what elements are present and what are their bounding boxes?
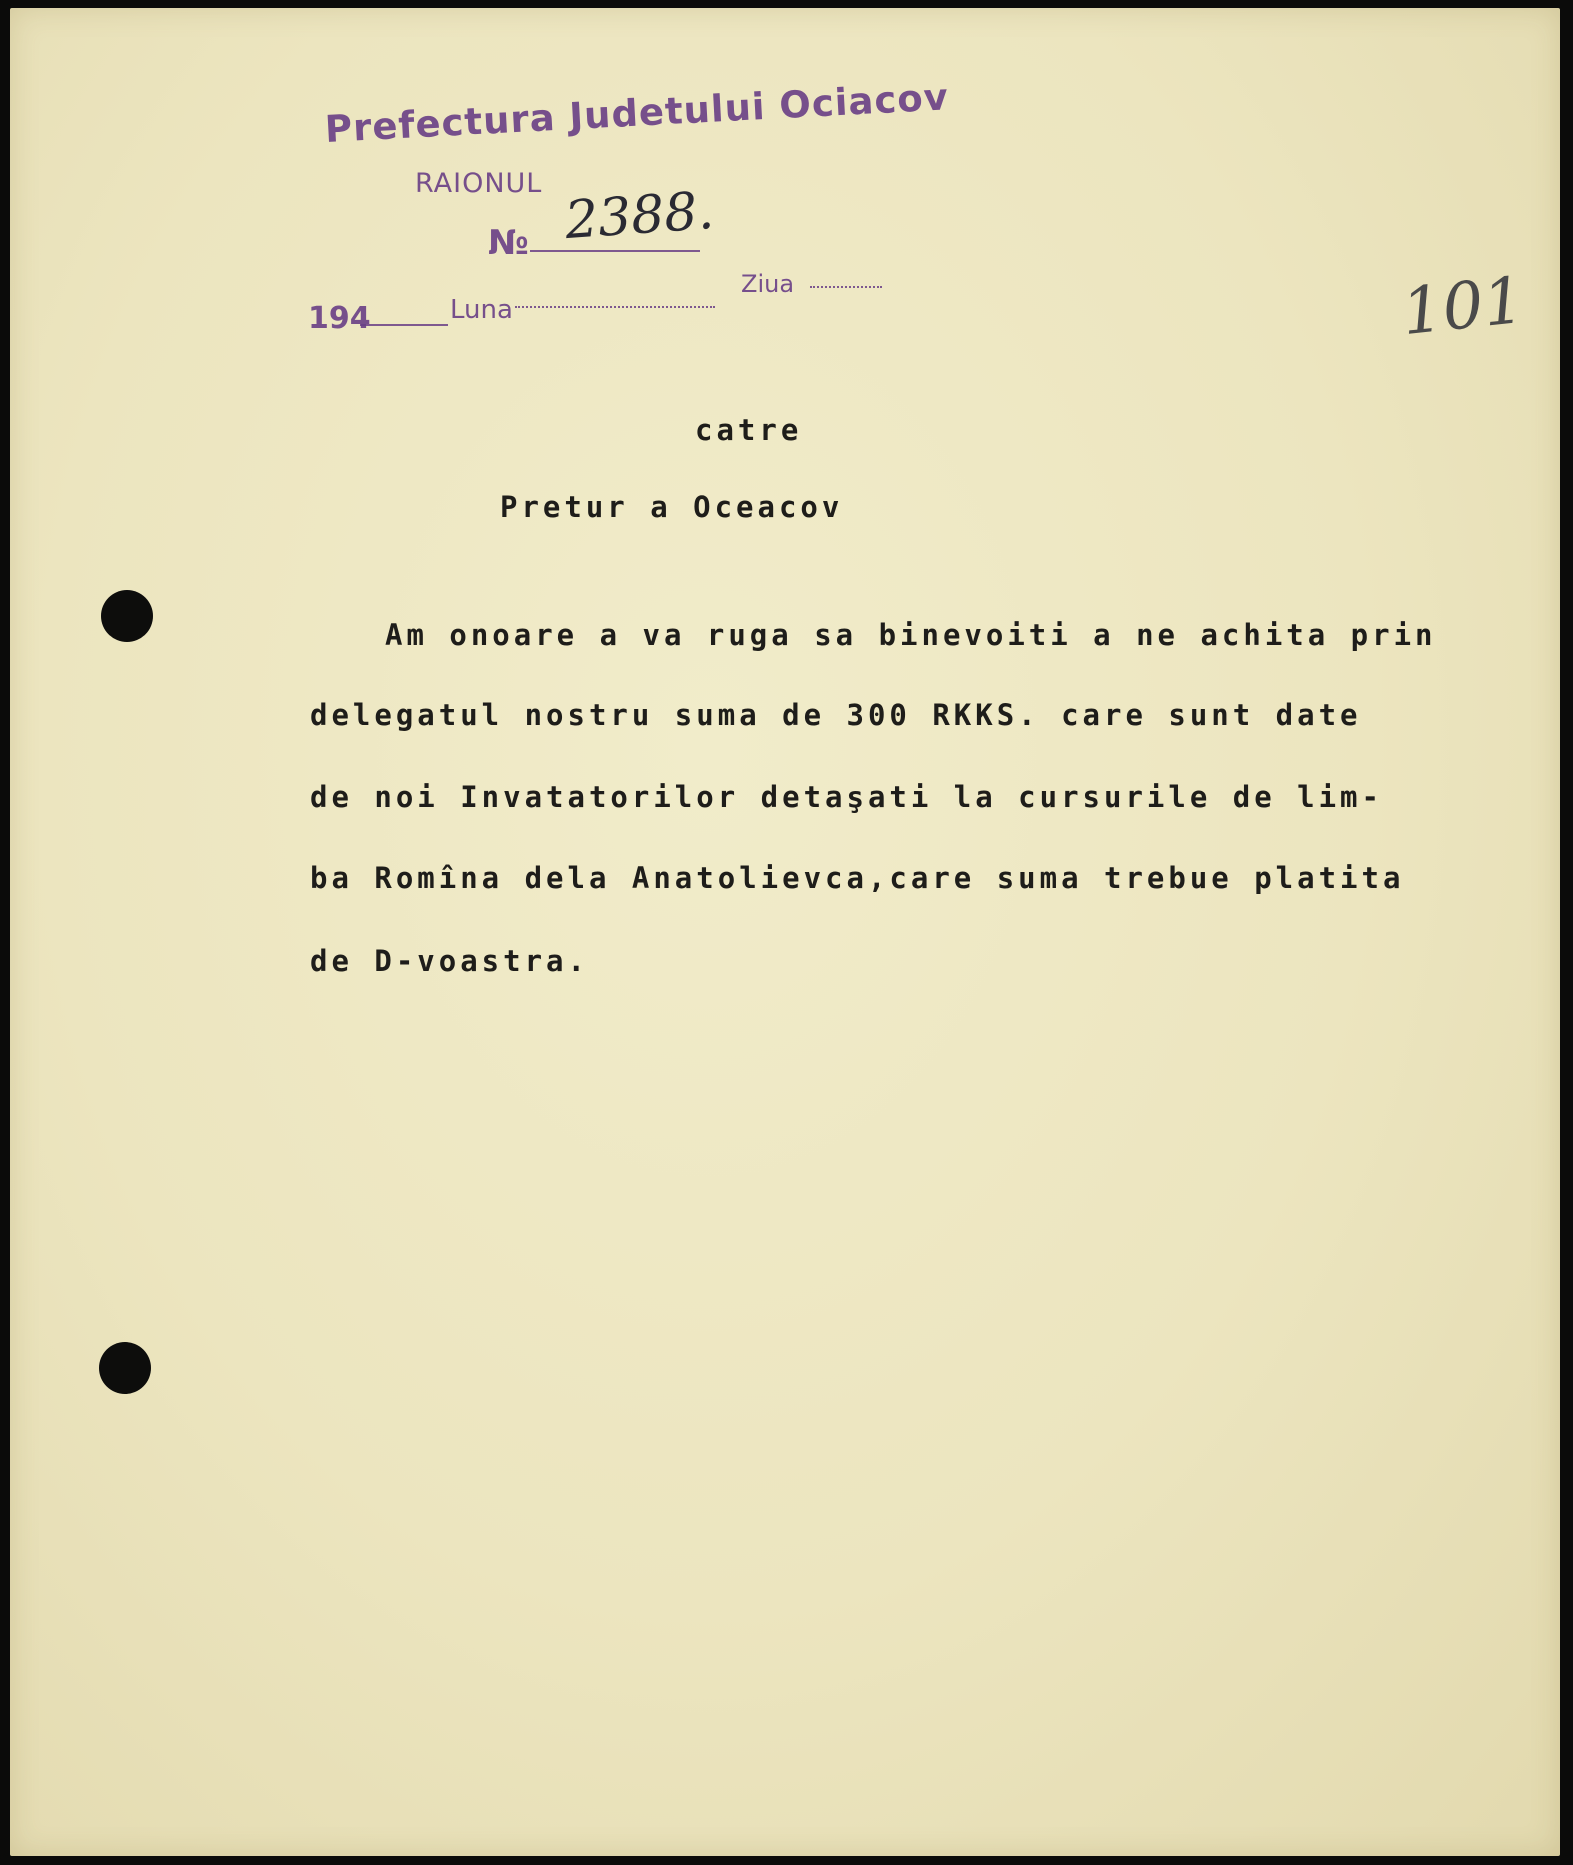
stamp-title: Prefectura Judetului Ociacov <box>323 75 950 151</box>
document-page <box>10 8 1560 1856</box>
stamp-raionul: RAIONUL <box>415 168 543 199</box>
stamp-luna: Luna <box>450 295 513 325</box>
salutation: catre <box>695 413 803 447</box>
stamp-year-line <box>360 324 448 326</box>
body-line: delegatul nostru suma de 300 RKKS. care sunt date <box>310 698 1362 732</box>
stamp-year: 194 <box>308 301 371 336</box>
stamp-luna-line <box>515 306 715 308</box>
body-line: Am onoare a va ruga sa binevoiti a ne achita prin <box>385 618 1437 652</box>
body-line: de D-voastra. <box>310 944 589 978</box>
body-line: ba Romîna dela Anatolievca,care suma trebue platita <box>310 861 1405 895</box>
page-number: 101 <box>1398 263 1528 351</box>
stamp-ziua-line <box>810 286 882 288</box>
stamp-ziua: Ziua <box>741 270 795 298</box>
body-line: de noi Invatatorilor detaşati la cursurile de lim- <box>310 780 1383 814</box>
punch-hole <box>101 590 153 642</box>
registration-number: 2388. <box>563 180 716 252</box>
punch-hole <box>99 1342 151 1394</box>
stamp-number-line <box>530 250 700 252</box>
stamp-number-label: № <box>488 223 529 263</box>
recipient: Pretur a Oceacov <box>500 490 844 524</box>
